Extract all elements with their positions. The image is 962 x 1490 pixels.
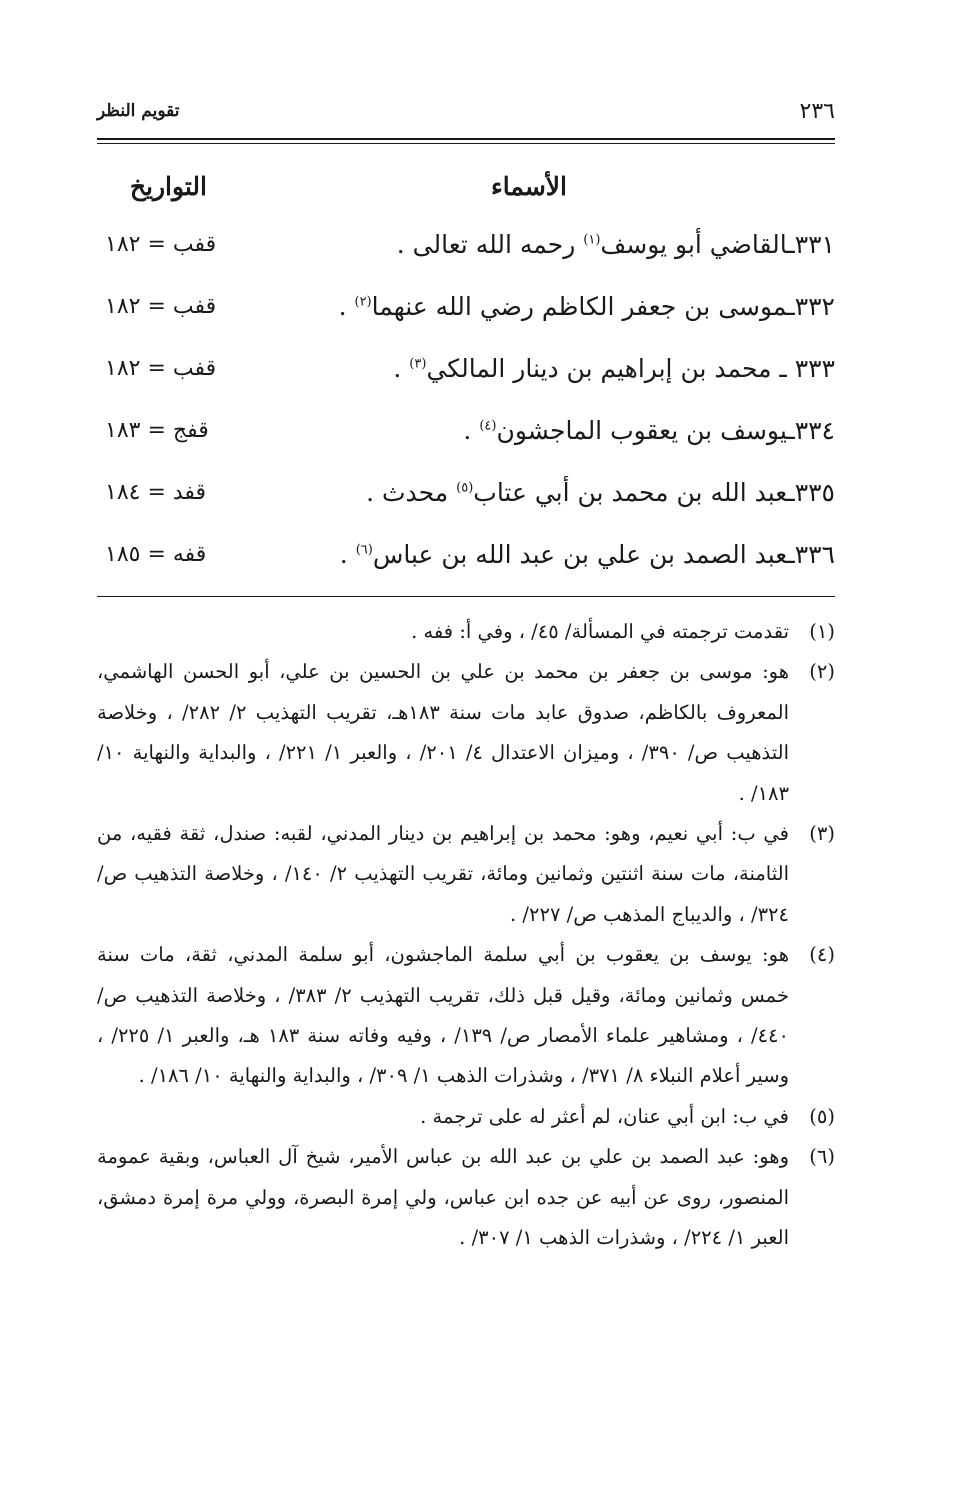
names-column-heading: الأسماء: [491, 172, 567, 201]
footnote-mark: (٦): [809, 1145, 835, 1169]
footnote-5: [97, 1097, 835, 1137]
header-rule-thin: [97, 143, 835, 144]
entries-list: [97, 226, 835, 598]
footnote-2: [97, 652, 835, 814]
entry-person: عبد الصمد بن علي بن عبد الله بن عباس: [372, 540, 788, 569]
entry-trailing: محدث .: [366, 478, 449, 507]
footnote-ref: (٦): [355, 542, 373, 558]
footnotes: [97, 612, 835, 1259]
footnote-mark: (٢): [809, 660, 835, 684]
footnote-mark: (١): [809, 620, 835, 643]
entry-334: [97, 412, 835, 474]
footnote-4: [97, 935, 835, 1097]
entry-trailing: .: [393, 354, 402, 383]
footnote-mark: (٥): [809, 1104, 835, 1128]
entry-number: ٣٣٢: [794, 292, 835, 321]
footnote-1: [97, 612, 835, 652]
entry-person: موسى بن جعفر الكاظم رضي الله عنهما: [371, 292, 788, 321]
footnotes-separator: [97, 596, 835, 597]
entry-name: ٣٣٦ـعبد الصمد بن علي بن عبد الله بن عباس$^{(٦)}$ .: [339, 540, 835, 569]
entry-number: ٣٣٣: [794, 354, 835, 383]
entry-person: عبد الله بن محمد بن أبي عتاب: [473, 478, 788, 507]
entry-trailing: رحمه الله تعالى .: [396, 230, 576, 259]
entry-name: ٣٣٢ـموسى بن جعفر الكاظم رضي الله عنهما$^{(٢)}$ .: [338, 292, 835, 321]
entry-number: ٣٣١: [794, 230, 835, 259]
entry-date: قفج = ١٨٣: [105, 418, 209, 443]
footnote-ref: (٤): [479, 418, 497, 434]
footnote-ref: (٥): [456, 480, 474, 496]
entry-person: محمد بن إبراهيم بن دينار المالكي: [426, 354, 772, 383]
entry-date: قفب = ١٨٢: [105, 356, 217, 381]
entry-name: ٣٣٤ـيوسف بن يعقوب الماجشون$^{(٤)}$ .: [463, 416, 835, 445]
entry-name: ٣٣٥ـعبد الله بن محمد بن أبي عتاب$^{(٥)}$ محدث .: [366, 478, 835, 507]
entry-person: القاضي أبو يوسف: [600, 230, 788, 259]
entry-333: [97, 350, 835, 412]
dates-column-heading: التواريخ: [129, 172, 207, 201]
footnote-text: وهو: عبد الصمد بن علي بن عبد الله بن عباس الأمير، شيخ آل العباس، وبقية عمومة المنصور، روى عن أبيه عن جده ابن عباس، ولي إمرة البصرة، وولي مرة إمرة دمشق، العبر ١/ ٢٢٤/ ، وشذرات الذهب ١/ ٣٠٧/ .: [97, 1145, 789, 1250]
footnote-ref: (٣): [409, 356, 427, 372]
book-title: تقويم النظر: [97, 101, 180, 121]
footnote-3: [97, 814, 835, 935]
footnote-mark: (٣): [809, 822, 835, 846]
entry-number: ٣٣٤: [794, 416, 835, 445]
footnote-text: هو: يوسف بن يعقوب بن أبي سلمة الماجشون، أبو سلمة المدني، ثقة، مات سنة خمس وثمانين ومائة، وقيل قبل ذلك، تقريب التهذيب ٢/ ٣٨٣/ ، وخلاصة التذهيب ص/ ٤٤٠/ ، ومشاهير علماء الأمصار ص/ ١٣٩/ ، وفيه وفاته سنة ١٨٣ هـ، والعبر ١/ ٢٢٥/ ، وسير أعلام النبلاء ٨/ ٣٧١/ ، وشذرات الذهب ١/ ٣٠٩/ ، والبداية والنهاية ١٠/ ١٨٦/ .: [97, 943, 790, 1088]
entry-name: ٣٣٣ ـ محمد بن إبراهيم بن دينار المالكي$^{(٣)}$ .: [393, 354, 835, 383]
entry-number: ٣٣٦: [794, 540, 835, 569]
footnote-ref: (٢): [354, 294, 372, 310]
entry-number: ٣٣٥: [794, 478, 835, 507]
entry-trailing: .: [338, 292, 347, 321]
entry-name: ٣٣١ـالقاضي أبو يوسف$^{(١)}$ رحمه الله تعالى .: [396, 230, 835, 259]
entry-trailing: .: [463, 416, 472, 445]
footnote-text: هو: موسى بن جعفر بن محمد بن علي بن الحسين بن علي، أبو الحسن الهاشمي، المعروف بالكاظم، صدوق عابد مات سنة ١٨٣هـ، تقريب التهذيب ٢/ ٢٨٢/ ، وخلاصة التذهيب ص/ ٣٩٠/ ، وميزان الاعتدال ٤/ ٢٠١/ ، والعبر ١/ ٢٢١/ ، والبداية والنهاية ١٠/ ١٨٣/ .: [97, 660, 789, 805]
footnote-text: تقدمت ترجمته في المسألة/ ٤٥/ ، وفي أ: ففه .: [411, 620, 789, 643]
footnote-mark: (٤): [809, 943, 835, 967]
footnote-text: في ب: أبي نعيم، وهو: محمد بن إبراهيم بن دينار المدني، لقبه: صندل، ثقة فقيه، من الثامنة، مات سنة اثنتين وثمانين ومائة، تقريب التهذيب ٢/ ١٤٠/ ، وخلاصة التذهيب ص/ ٣٢٤/ ، والديباج المذهب ص/ ٢٢٧/ .: [97, 822, 789, 926]
entry-335: [97, 474, 835, 536]
header-rule: [97, 138, 835, 140]
entry-336: [97, 536, 835, 598]
entry-331: [97, 226, 835, 288]
entry-date: قفه = ١٨٥: [105, 542, 207, 567]
footnote-text: في ب: ابن أبي عنان، لم أعثر له على ترجمة .: [420, 1104, 789, 1128]
footnote-ref: (١): [583, 232, 601, 248]
entry-trailing: .: [339, 540, 348, 569]
entry-date: قفد = ١٨٤: [105, 480, 207, 505]
entry-person: يوسف بن يعقوب الماجشون: [496, 416, 788, 445]
page-number: ٢٣٦: [799, 99, 835, 124]
running-header: [97, 95, 835, 131]
entry-date: قفب = ١٨٢: [105, 294, 217, 319]
entry-332: [97, 288, 835, 350]
entry-date: قفب = ١٨٢: [105, 232, 217, 257]
footnote-6: [97, 1137, 835, 1258]
